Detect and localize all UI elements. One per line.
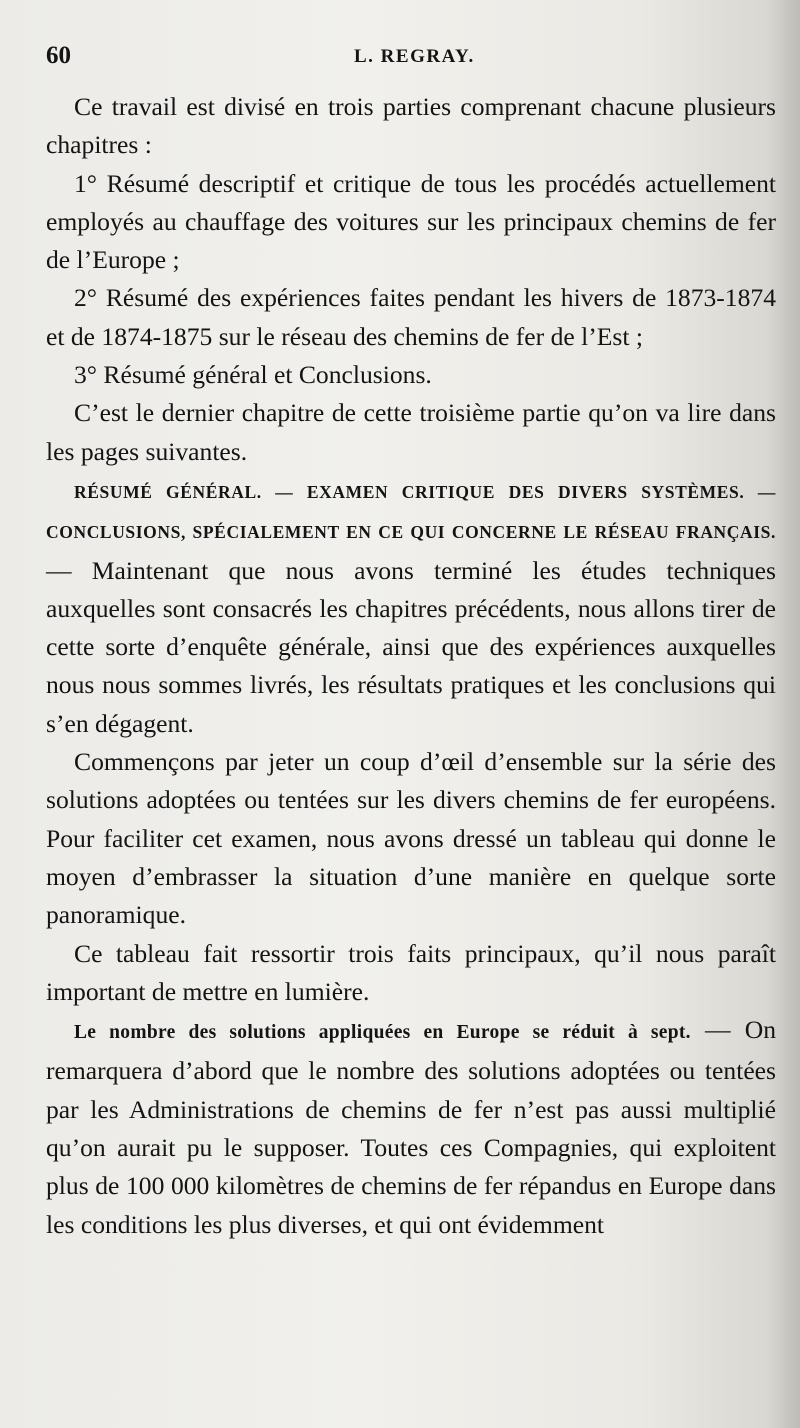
list-item-3: 3° Résumé général et Conclusions. xyxy=(74,360,432,390)
page-number: 60 xyxy=(46,42,71,69)
running-head: L. REGRAY. xyxy=(354,46,475,67)
subsection-text: — On remarquera d’abord que le nombre des solutions adoptées ou tentées par les Administrations de chemins de fer n’est pas aussi multiplié qu’on aurait pu le supposer. Toutes ces Compagnies, qui exploitent plus de 100 000 kilomètres de chemins de fer répandus en Europe dans les conditions les plus diverses, et qui ont évidemment xyxy=(46,1015,776,1239)
paragraph-transition: C’est le dernier chapitre de cette troisième partie qu’on va lire dans les pages suivantes. xyxy=(46,398,776,466)
list-item-2: 2° Résumé des expériences faites pendant les hivers de 1873-1874 et de 1874-1875 sur le réseau des chemins de fer de l’Est ; xyxy=(46,283,776,351)
subsection-heading: Le nombre des solutions appliquées en Europe se réduit à sept. xyxy=(74,1022,691,1044)
section-text: — Maintenant que nous avons terminé les études techniques auxquelles sont consacrés les chapitres précédents, nous allons tirer de cette sorte d’enquête générale, ainsi que des expériences auxquelles nous nous sommes livrés, les résultats pratiques et les conclusions qui s’en dégagent. xyxy=(46,555,776,738)
paragraph-facts: Ce tableau fait ressortir trois faits principaux, qu’il nous paraît important de mettre en lumière. xyxy=(46,938,776,1006)
paragraph-intro: Ce travail est divisé en trois parties comprenant chacune plusieurs chapitres : xyxy=(46,92,776,160)
subsection-paragraph xyxy=(46,1011,776,1244)
section-paragraph xyxy=(46,471,776,743)
page-header xyxy=(46,38,776,78)
section-heading: RÉSUMÉ GÉNÉRAL. — EXAMEN CRITIQUE DES DIVERS SYSTÈMES. — CONCLUSIONS, SPÉCIALEMENT EN CE QUI CONCERNE LE RÉSEAU FRANÇAIS. xyxy=(46,481,776,543)
paragraph-overview: Commençons par jeter un coup d’œil d’ensemble sur la série des solutions adoptées ou tentées sur les divers chemins de fer européens. Pour faciliter cet examen, nous avons dressé un tableau qui donne le moyen d’embrasser la situation d’une manière en quelque sorte panoramique. xyxy=(46,747,776,930)
list-item-1: 1° Résumé descriptif et critique de tous les procédés actuellement employés au chauffage des voitures sur les principaux chemins de fer de l’Europe ; xyxy=(46,168,776,275)
page-body xyxy=(46,88,776,1244)
